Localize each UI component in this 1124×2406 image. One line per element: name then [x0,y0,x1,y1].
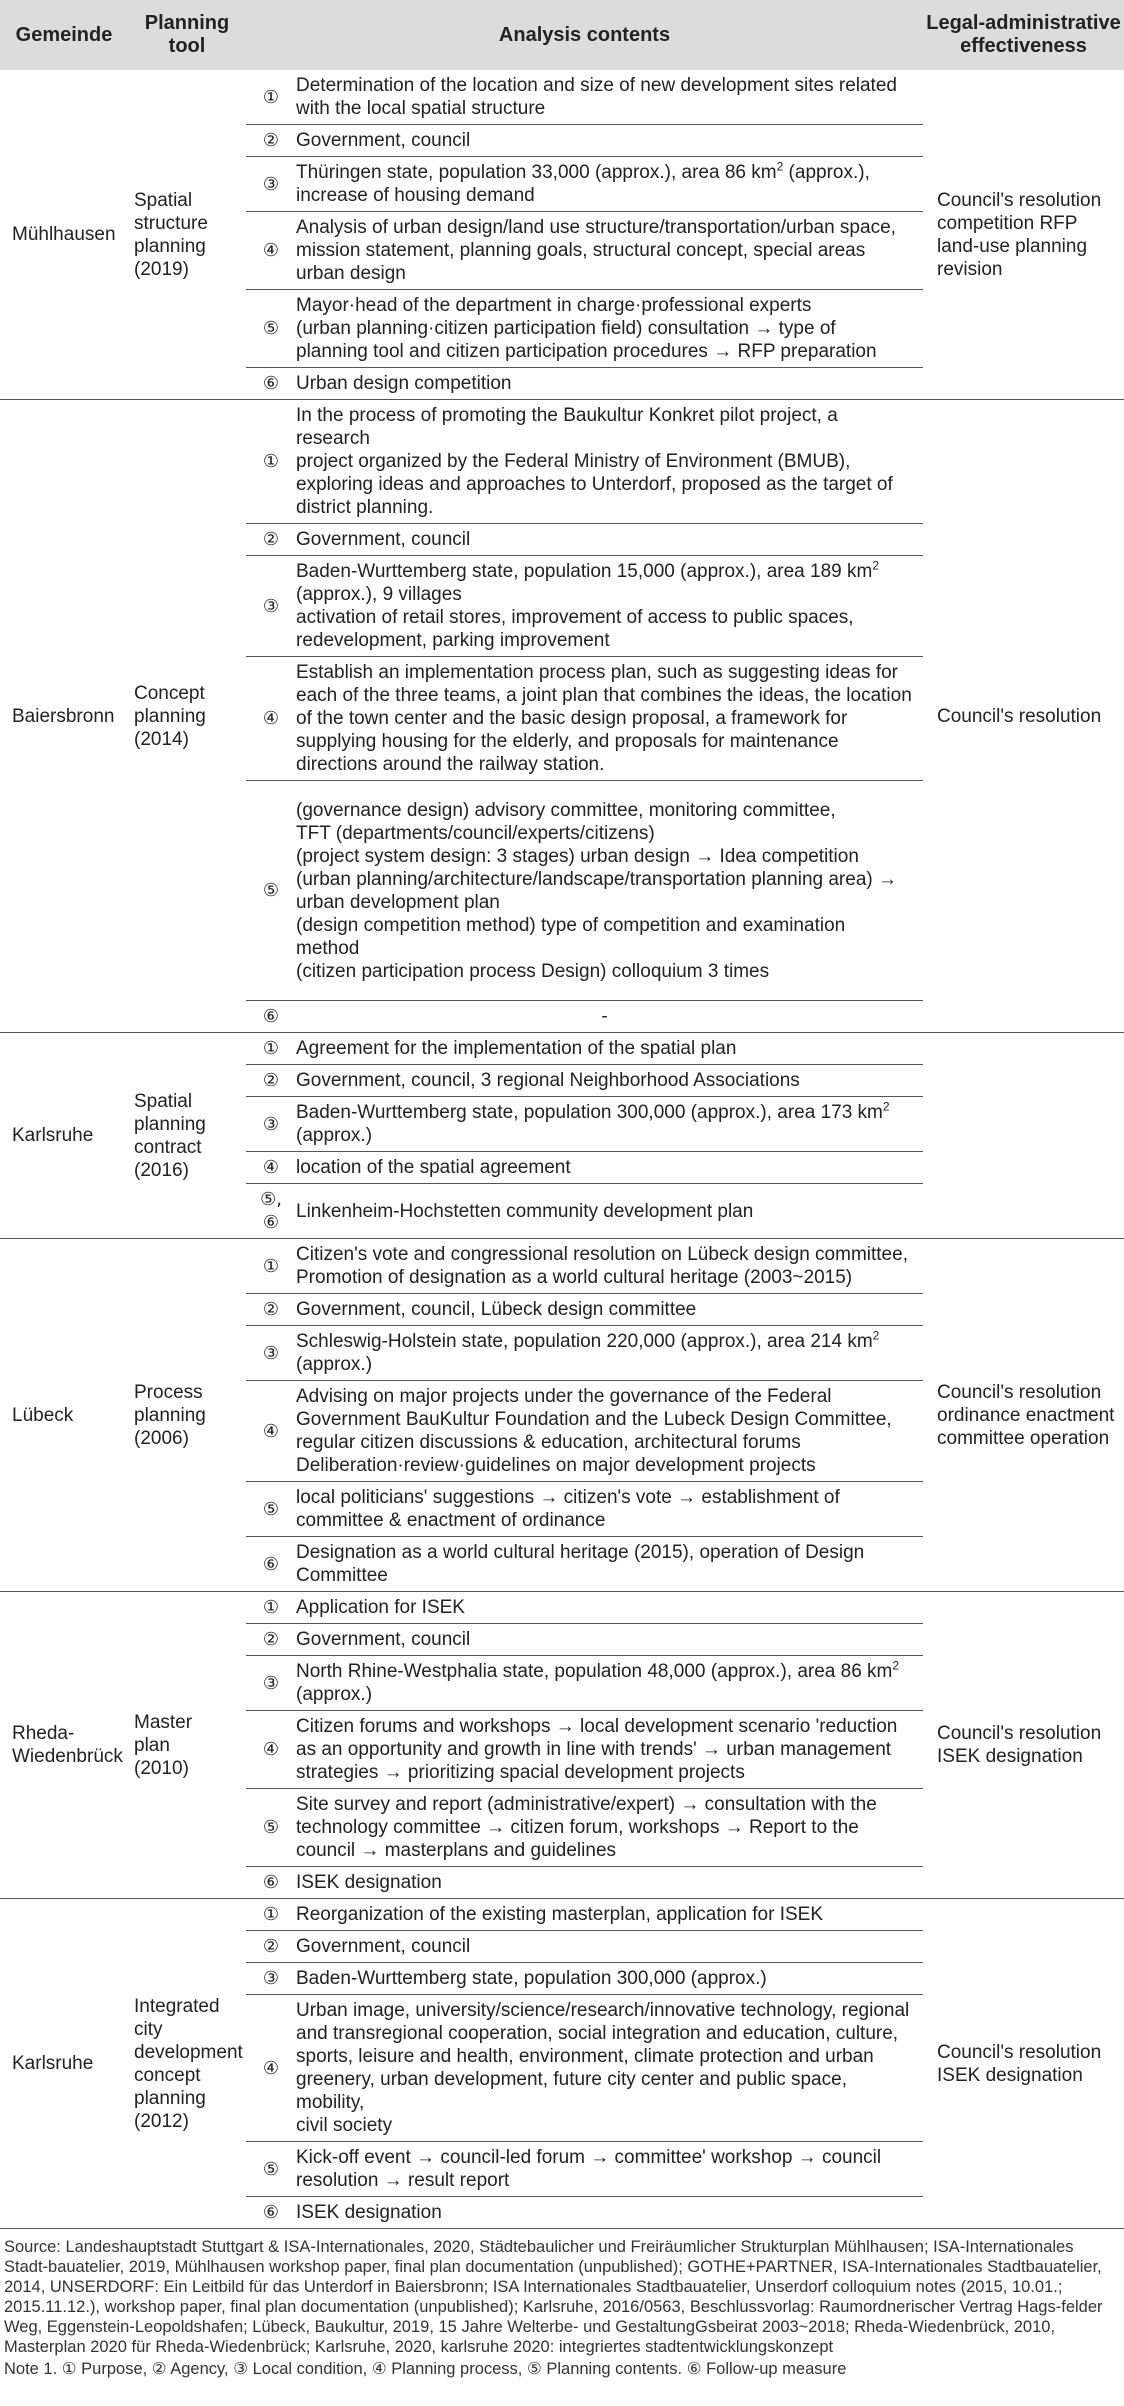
footnote: Note 1. ① Purpose, ② Agency, ③ Local condition, ④ Planning process, ⑤ Planning contents. ⑥ Follow-up measure [4,2360,847,2378]
superscript: 2 [882,1099,890,1114]
gemeinde-cell: Baiersbronn [12,705,115,727]
item-text-main: Agreement for the implementation of the spatial plan [296,1038,737,1059]
table-row [246,1711,923,1789]
item-text-main: location of the spatial agreement [296,1157,571,1178]
table-body [0,70,1124,2229]
item-number: ⑤ [262,1817,280,1838]
item-text [296,1596,923,1619]
item-text [296,1660,923,1706]
item-text-main: Schleswig-Holstein state, population 220,000 (approx.), area 214 km [296,1331,873,1352]
table-row [246,1326,923,1381]
item-number: ① [262,1904,280,1925]
item-number: ④ [262,1739,280,1760]
legal-effectiveness-cell: Council's resolution competition RFP land-use planning revision [937,189,1102,280]
item-text-main: Baden-Wurttemberg state, population 300,000 (approx.) [296,1968,767,1989]
analysis-rows [246,1033,923,1238]
table-row [246,1184,923,1238]
item-text-main: Government, council [296,529,471,550]
item-text [296,1101,923,1147]
item-text [296,1999,923,2137]
item-number: ③ [262,1113,280,1135]
item-number: ④ [262,1157,280,1178]
analysis-rows [246,1239,923,1591]
gemeinde-cell: Rheda- Wiedenbrück [12,1723,123,1767]
item-text-main: Determination of the location and size of new development sites related with the local spatial structure [296,75,897,119]
item-number: ③ [262,1342,280,1364]
item-text-main: Establish an implementation process plan, such as suggesting ideas for each of the three teams, a joint plan that combines the ideas, the location of the town center and the basic design proposal, a framework for supplying housing for the elderly, and proposals for maintenance directions around the railway station. [296,662,912,775]
item-text-main: North Rhine-Westphalia state, population 48,000 (approx.), area 86 km [296,1661,893,1682]
gemeinde-cell: Lübeck [12,1404,74,1426]
table-row [246,1001,923,1032]
table-group [0,1592,1124,1899]
item-number: ③ [262,595,280,617]
item-text-main: Government, council, 3 regional Neighborhood Associations [296,1070,800,1091]
item-text-main: Government, council [296,130,471,151]
table-group [0,400,1124,1033]
item-number: ④ [262,240,280,261]
item-text [296,1903,923,1926]
analysis-rows [246,70,923,399]
item-text [296,1298,923,1321]
legal-effectiveness-cell [923,1033,1124,1238]
item-text [296,216,923,285]
item-text [296,1385,923,1477]
table-row [246,1995,923,2142]
item-number: ⑤ [262,880,280,901]
item-number: ① [262,86,280,108]
item-text [296,1793,923,1862]
table-row [246,1963,923,1995]
item-text-main: Analysis of urban design/land use structure/transportation/urban space, mission statement, planning goals, structural concept, special areas urban design [296,217,896,284]
item-text-main: Baden-Wurttemberg state, population 15,000 (approx.), area 189 km [296,561,873,582]
planning-tool-cell: Concept planning (2014) [134,682,206,750]
gemeinde-cell: Mühlhausen [12,224,116,245]
item-number: ③ [262,1968,280,1989]
superscript: 2 [776,159,784,174]
table-row [246,368,923,399]
item-text-main: ISEK designation [296,2202,442,2223]
table-group [0,1239,1124,1592]
item-text-main: Government, council [296,1629,471,1650]
table-row [246,1294,923,1326]
gemeinde-cell: Karlsruhe [12,1125,94,1146]
table-group [0,70,1124,400]
table-row [246,1152,923,1184]
item-text-main: Site survey and report (administrative/expert) → consultation with the technology committee → citizen forum, workshops → Report to the council → masterplans and guidelines [296,1794,877,1861]
legal-effectiveness-cell: Council's resolution [937,705,1102,727]
table-row [246,556,923,657]
item-text [296,404,923,519]
table-row [246,1381,923,1482]
header-gemeinde: Gemeinde [15,23,113,46]
table-row [246,1656,923,1711]
item-number: ⑤, ⑥ [260,1189,282,1233]
item-text-main: Urban design competition [296,373,512,394]
item-text [296,799,923,983]
table-row [246,212,923,290]
item-text [296,372,923,395]
table-row [246,1033,923,1065]
table-row [246,1065,923,1097]
legal-effectiveness-cell: Council's resolution ISEK designation [937,2041,1102,2086]
table-row [246,125,923,157]
legal-effectiveness-cell: Council's resolution ISEK designation [937,1723,1102,1767]
item-text [296,2201,923,2224]
item-text [296,1330,923,1376]
table-row [246,657,923,781]
item-text [296,560,923,652]
table-row [246,1239,923,1294]
item-text-after: (approx.), 9 villages activation of retail stores, improvement of access to public spaces, redevelopment, parking improvement [296,584,854,651]
item-text-main: Citizen forums and workshops → local development scenario 'reduction as an opportunity and growth in line with trends' → urban management strategies → prioritizing spacial development projects [296,1716,898,1783]
table-row [246,1867,923,1898]
item-number: ⑤ [262,318,280,339]
table-row [246,1931,923,1963]
item-text-main: ISEK designation [296,1872,442,1893]
item-text-after: (approx.), increase of housing demand [296,162,870,206]
planning-tool-cell: Integrated city development concept planning (2012) [134,1995,243,2132]
table-row [246,157,923,212]
source-note: Source: Landeshauptstadt Stuttgart & ISA-Internationales, 2020, Städtebaulicher und Freiräumlicher Strukturplan Mühlhausen; ISA-Internationales Stadt-bauatelier, 2019, Mühlhausen workshop paper, final plan documentation (unpublished); GOTHE+PARTNER, ISA-Internationales Stadtbauatelier, 2014, UNSERDORF: Ein Leitbild für das Unterdorf in Baiersbronn; ISA Internationales Stadtbauatelier, Unserdorf colloquium notes (2015, 10.01.; 2015.11.12.), workshop paper, final plan documentation (unpublished); Karlsruhe, 2016/0563, Beschlussvorlag: Raumordnerischer Vertrag Hags-felder Weg, Eggenstein-Leopoldshafen; Lübeck, Baukultur, 2019, 15 Jahre Welterbe- und GestaltungGsbeirat 2003~2018; Rheda-Wiedenbrück, 2010, Masterplan 2020 für Rheda-Wiedenbrück; Karlsruhe, 2020, karlsruhe 2020: integriertes stadtentwicklungskonzept [4,2238,1103,2356]
item-text-main: Government, council, Lübeck design committee [296,1299,697,1320]
item-text-main: Designation as a world cultural heritage (2015), operation of Design Committee [296,1542,865,1586]
item-text-main: - [601,1006,608,1027]
item-number: ② [262,1070,280,1091]
item-text-main: Citizen's vote and congressional resolution on Lübeck design committee, Promotion of designation as a world cultural heritage (2003~2015) [296,1244,908,1288]
table-row [246,1482,923,1537]
item-text [296,161,923,207]
item-number: ② [262,130,280,151]
item-number: ① [262,1597,280,1618]
item-text [296,1935,923,1958]
item-text [296,294,923,363]
table-row [246,1592,923,1624]
item-text-main: Linkenheim-Hochstetten community development plan [296,1200,754,1222]
header-planning-tool: Planning tool [144,12,230,57]
analysis-rows [246,1899,923,2228]
item-text-after: (approx.) [296,1125,373,1146]
item-text-main: Thüringen state, population 33,000 (approx.), area 86 km [296,162,777,183]
legal-effectiveness-cell: Council's resolution ordinance enactment committee operation [937,1381,1115,1449]
item-number: ② [262,529,280,550]
item-number: ① [262,1255,280,1277]
analysis-rows [246,1592,923,1898]
table-group [0,1899,1124,2229]
item-text [296,1628,923,1651]
item-text [296,1156,923,1179]
item-number: ⑥ [262,2202,280,2223]
item-number: ② [262,1299,280,1320]
superscript: 2 [892,1658,900,1673]
item-number: ⑥ [262,1872,280,1893]
table-row [246,1899,923,1931]
table-row [246,524,923,556]
table-row [246,290,923,368]
item-number: ③ [262,1672,280,1694]
item-text [296,1069,923,1092]
table-row [246,2197,923,2228]
table-row [246,1789,923,1867]
item-text-main: In the process of promoting the Baukultur Konkret pilot project, a research project organized by the Federal Ministry of Environment (BMUB), exploring ideas and approaches to Unterdorf, proposed as the target of district planning. [296,405,893,518]
table-header [0,0,1124,70]
planning-tool-cell: Master plan (2010) [134,1711,193,1779]
item-text [296,2146,923,2192]
table-row [246,70,923,125]
superscript: 2 [872,558,880,573]
table-group [0,1033,1124,1239]
item-number: ⑥ [262,1006,280,1027]
item-text [296,1037,923,1060]
header-legal-effectiveness: Legal-administrative effectiveness [926,12,1121,57]
item-text-after: (approx.) [296,1354,373,1375]
item-text-main: Urban image, university/science/research/innovative technology, regional and transregional cooperation, social integration and education, culture, sports, leisure and health, environment, climate protection and urban greenery, urban development, future city center and public space, mobility, civil society [296,2000,910,2136]
gemeinde-cell: Karlsruhe [12,2053,94,2074]
item-number: ② [262,1936,280,1957]
item-text-main: (governance design) advisory committee, monitoring committee, TFT (departments/council/experts/citizens) (project system design: 3 stages) urban design → Idea competition (urban planning/architecture/landscape/transportation planning area) → urban development plan (design competition method) type of competition and examination method (citizen participation process Design) colloquium 3 times [296,799,897,982]
item-text-main: Kick-off event → council-led forum → committee' workshop → council resolution → result report [296,2147,882,2191]
table-row [246,400,923,524]
item-text [296,1871,923,1894]
table-row [246,1624,923,1656]
item-text [296,1200,923,1223]
item-number: ① [262,1038,280,1059]
item-text [296,661,923,776]
item-text-main: Government, council [296,1936,471,1957]
item-text [296,528,923,551]
planning-tool-cell: Process planning (2006) [134,1381,206,1449]
analysis-rows [246,400,923,1032]
item-text [296,1243,923,1289]
item-text [296,1005,923,1028]
item-text [296,1486,923,1532]
item-number: ⑤ [262,1498,280,1520]
item-text [296,1541,923,1587]
planning-tool-cell: Spatial structure planning (2019) [134,189,208,280]
table-row [246,1537,923,1591]
item-text-main: Reorganization of the existing masterplan, application for ISEK [296,1904,824,1925]
item-number: ① [262,451,280,472]
table-row [246,2142,923,2197]
item-text [296,1715,923,1784]
item-text [296,129,923,152]
item-text [296,1967,923,1990]
item-number: ⑥ [262,1553,280,1575]
item-number: ④ [262,708,280,729]
item-number: ④ [262,2057,280,2079]
table-row [246,781,923,1001]
item-text-main: local politicians' suggestions → citizen's vote → establishment of committee & enactment of ordinance [296,1487,840,1531]
item-text-main: Mayor·head of the department in charge·professional experts (urban planning·citizen participation field) consultation → type of planning tool and citizen participation procedures → RFP preparation [296,295,877,362]
item-text [296,74,923,120]
item-text-after: (approx.) [296,1684,373,1705]
item-number: ⑤ [262,2158,280,2180]
header-analysis-contents: Analysis contents [498,23,671,46]
table-row [246,1097,923,1152]
item-number: ③ [262,173,280,195]
item-number: ② [262,1629,280,1650]
planning-tool-cell: Spatial planning contract (2016) [134,1090,206,1181]
item-number: ⑥ [262,373,280,394]
item-text-main: Advising on major projects under the governance of the Federal Government BauKultur Foundation and the Lubeck Design Committee, regular citizen discussions & education, architectural forums Deliberation·review·guidelines on major development projects [296,1386,892,1476]
item-text-main: Application for ISEK [296,1597,465,1618]
superscript: 2 [872,1328,880,1343]
item-text-main: Baden-Wurttemberg state, population 300,000 (approx.), area 173 km [296,1102,883,1123]
item-number: ④ [262,1420,280,1442]
